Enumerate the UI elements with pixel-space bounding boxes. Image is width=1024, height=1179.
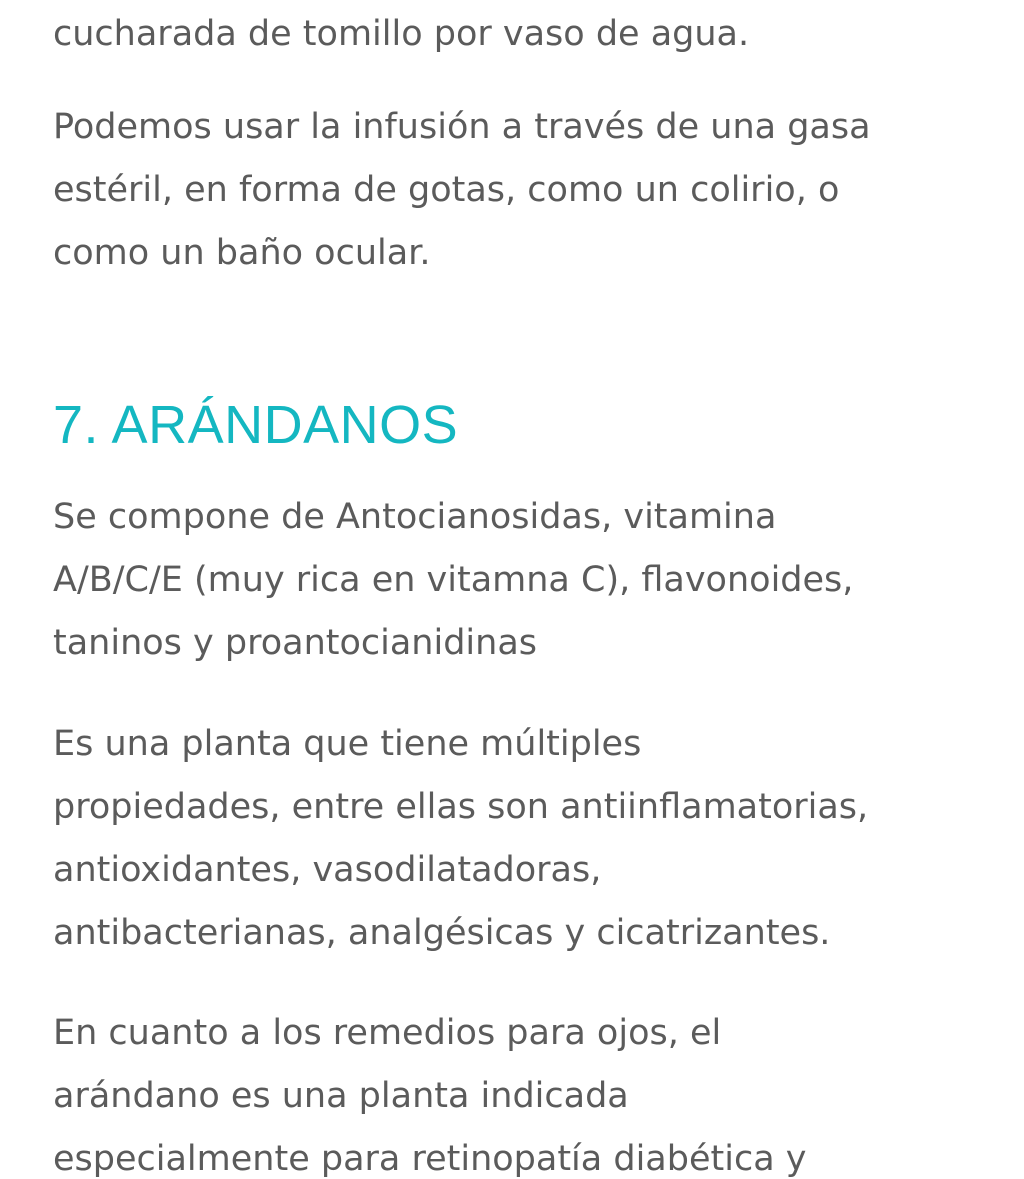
text-line: taninos y proantocianidinas [53, 623, 538, 663]
paragraph-thyme-usage [53, 96, 871, 285]
text-line: Se compone de Antocianosidas, vitamina [53, 497, 777, 537]
text-line: Es una planta que tiene múltiples [53, 724, 642, 764]
text-line: especialmente para retinopatía diabética y [53, 1139, 807, 1179]
paragraph-blueberry-properties [53, 713, 868, 965]
text-line: arándano es una planta indicada [53, 1076, 629, 1116]
text-line: En cuanto a los remedios para ojos, el [53, 1013, 722, 1053]
text-line: antibacterianas, analgésicas y cicatrizantes. [53, 913, 831, 953]
text-line: Podemos usar la infusión a través de una gasa [53, 107, 871, 147]
text-line: A/B/C/E (muy rica en vitamna C), flavonoides, [53, 560, 854, 600]
text-line: estéril, en forma de gotas, como un colirio, o [53, 170, 840, 210]
text-line: antioxidantes, vasodilatadoras, [53, 850, 602, 890]
paragraph-blueberry-eye-remedies [53, 1002, 806, 1179]
text-line: propiedades, entre ellas son antiinflamatorias, [53, 787, 869, 827]
paragraph-blueberry-composition [53, 486, 853, 675]
paragraph-thyme-preparation [53, 0, 866, 66]
text-line: como un baño ocular. [53, 233, 431, 273]
section-heading-arandanos: 7. ARÁNDANOS [53, 395, 459, 455]
text-line: cucharada de tomillo por vaso de agua. [53, 14, 750, 54]
